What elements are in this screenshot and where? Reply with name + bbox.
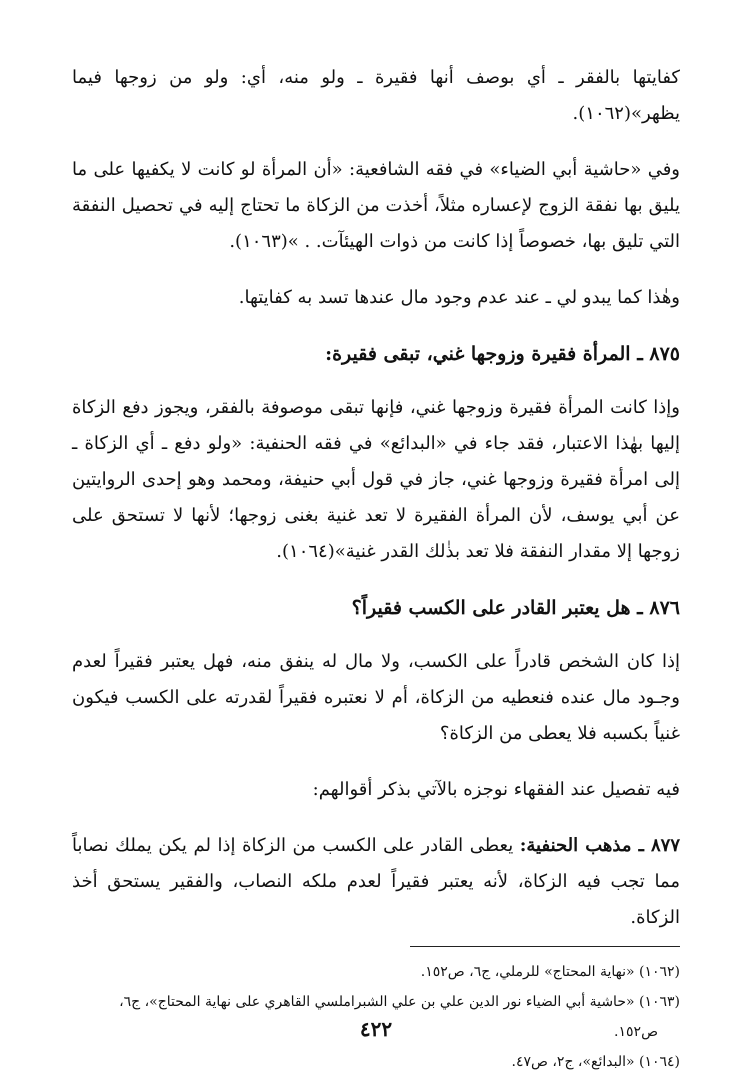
document-page bbox=[72, 60, 680, 1070]
paragraph-7-text: يعطى القادر على الكسب من الزكاة إذا لم يكن يملك نصاباً مما تجب فيه الزكاة، لأنه يعتبر فقيراً لعدم ملكه النصاب، والفقير يستحق أخذ الزكاة. bbox=[72, 835, 680, 928]
footnote-1062: (١٠٦٢) «نهاية المحتاج» للرملي، ج٦، ص١٥٢. bbox=[420, 964, 680, 980]
section-heading-876: ٨٧٦ ـ هل يعتبر القادر على الكسب فقيراً؟ bbox=[351, 597, 680, 619]
paragraph-2: وفي «حاشية أبي الضياء» في فقه الشافعية: «أن المرأة لو كانت لا يكفيها على ما يليق بها نفقة الزوج لإعساره مثلاً، أخذت من الزكاة ما تحتاج إليه في تحصيل النفقة التي تليق بها، خصوصاً إذا كانت من ذوات الهيئآت. . »(١٠٦٣). bbox=[72, 159, 680, 252]
paragraph-7 bbox=[72, 828, 680, 936]
page-number: ٤٢٢ bbox=[359, 1017, 393, 1041]
footnote-divider bbox=[410, 946, 680, 947]
footnote-1063: (١٠٦٣) «حاشية أبي الضياء نور الدين علي بن علي الشبراملسي القاهري على نهاية المحتاج»، ج٦، bbox=[119, 994, 680, 1010]
paragraph-6: فيه تفصيل عند الفقهاء نوجزه بالآتي بذكر أقوالهم: bbox=[312, 779, 680, 800]
paragraph-5: إذا كان الشخص قادراً على الكسب، ولا مال له ينفق منه، فهل يعتبر فقيراً لعدم وجـود مال عنده فنعطيه من الزكاة، أم لا نعتبره فقيراً لقدرته على الكسب فيكون غنياً بكسبه فلا يعطى من الزكاة؟ bbox=[72, 651, 680, 744]
section-heading-875: ٨٧٥ ـ المرأة فقيرة وزوجها غني، تبقى فقيرة: bbox=[325, 343, 680, 365]
paragraph-4: وإذا كانت المرأة فقيرة وزوجها غني، فإنها تبقى موصوفة بالفقر، ويجوز دفع الزكاة إليها بهٰذا الاعتبار، فقد جاء في «البدائع» في فقه الحنفية: «ولو دفع ـ أي الزكاة ـ إلى امرأة فقيرة وزوجها غني، جاز في قول أبي حنيفة، ومحمد وهو إحدى الروايتين عن أبي يوسف، لأن المرأة الفقيرة لا تعد غنية بغنى زوجها؛ لأنها لا تستحق على زوجها إلا مقدار النفقة فلا تعد بذٰلك القدر غنية»(١٠٦٤). bbox=[72, 397, 680, 562]
paragraph-1: كفايتها بالفقر ـ أي بوصف أنها فقيرة ـ ولو منه، أي: ولو من زوجها فيما يظهر»(١٠٦٢). bbox=[72, 67, 680, 124]
section-heading-877: ٨٧٧ ـ مذهب الحنفية: bbox=[519, 835, 680, 856]
footnote-1063-continuation: ص١٥٢. bbox=[614, 1024, 658, 1040]
paragraph-3: وهٰذا كما يبدو لي ـ عند عدم وجود مال عندها تسد به كفايتها. bbox=[238, 287, 680, 308]
footnote-1064: (١٠٦٤) «البدائع»، ج٢، ص٤٧. bbox=[511, 1054, 680, 1070]
